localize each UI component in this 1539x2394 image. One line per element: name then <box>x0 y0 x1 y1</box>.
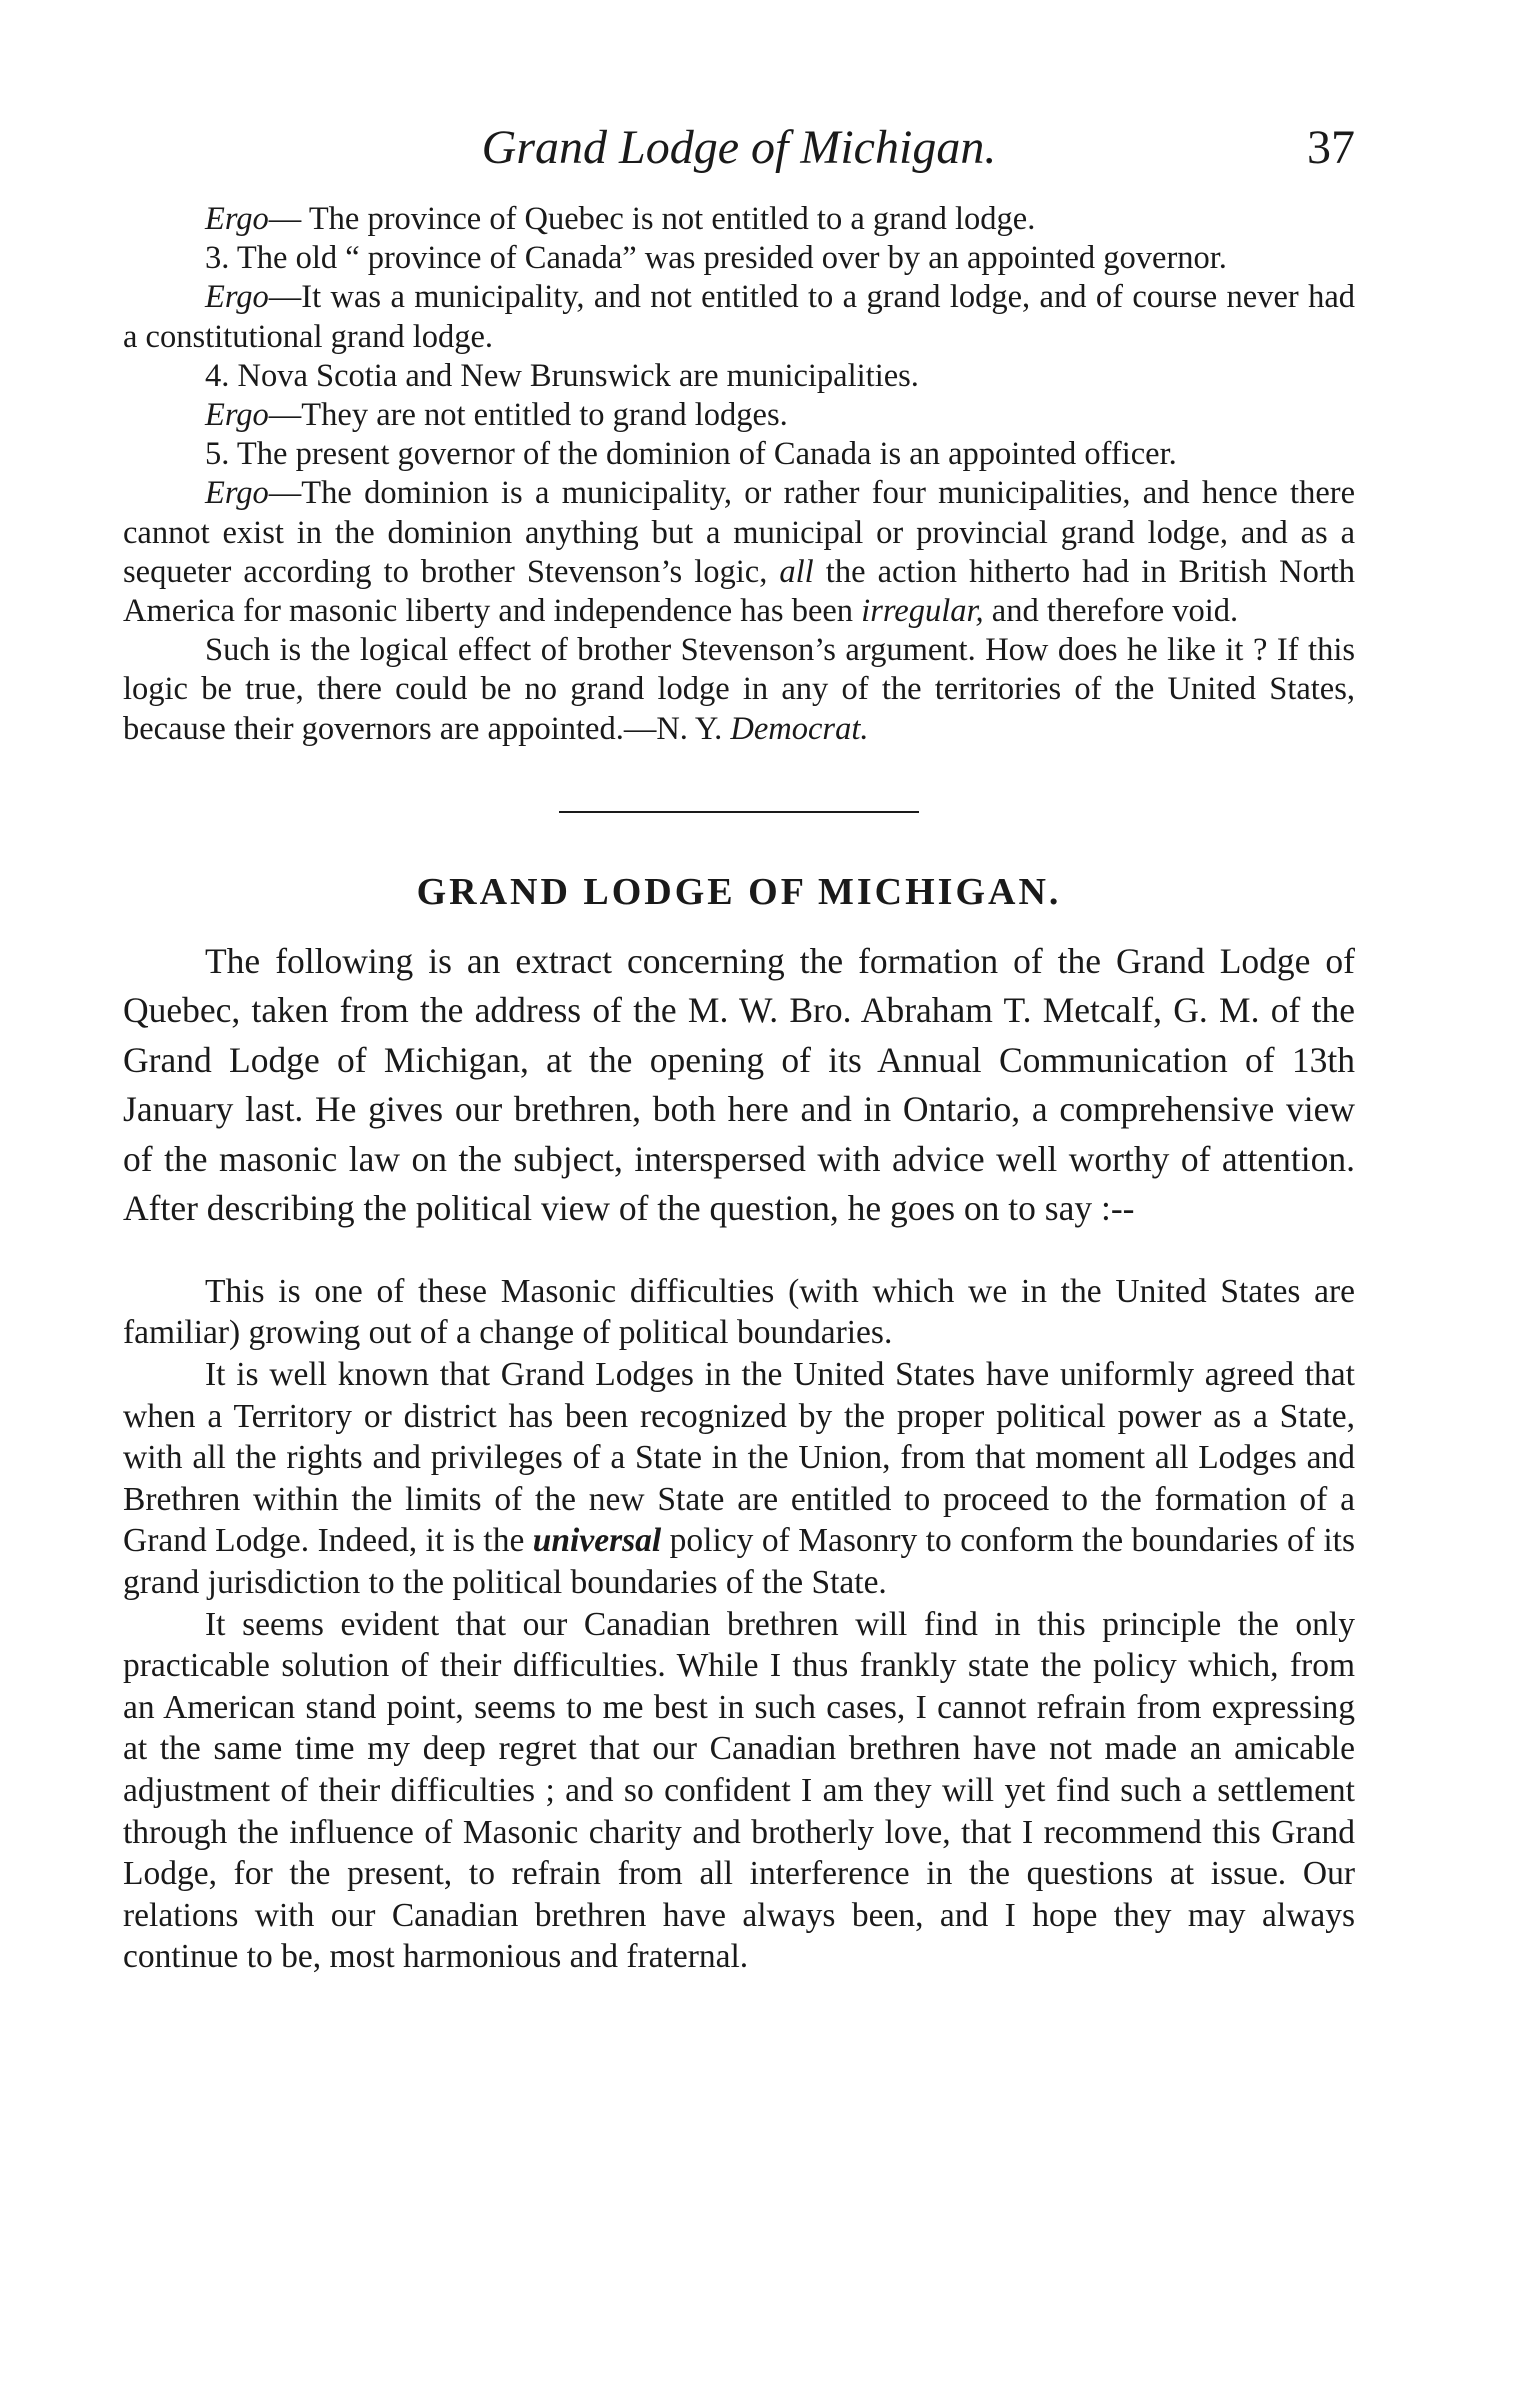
paragraph <box>123 200 1355 239</box>
paragraph-text: — The province of Quebec is not entitled to a grand lodge. <box>268 201 1036 237</box>
article-intro: The following is an extract concerning the formation of the Grand Lodge of Quebec, taken from the address of the M. W. Bro. Abraham T. Metcalf, G. M. of the Grand Lodge of Michigan, at the opening of its Annual Communication of 13th January last. He gives our brethren, both here and in Ontario, a comprehensive view of the masonic law on the subject, interspersed with advice well worthy of attention. After describing the political view of the question, he goes on to say :-- <box>123 940 1355 1229</box>
paragraph <box>123 357 1355 396</box>
paragraph <box>123 396 1355 435</box>
paragraph: It seems evident that our Canadian brethren will find in this principle the only practicable solution of their difficulties. While I thus frankly state the policy which, from an American stand point, seems to me best in such cases, I cannot refrain from expressing at the same time my deep regret that our Canadian brethren have not made an amicable adjustment of their difficulties ; and so confident I am they will yet find such a settlement through the influence of Masonic charity and brotherly love, that I recommend this Grand Lodge, for the present, to refrain from all interference in the questions at issue. Our relations with our Canadian brethren have always been, and I hope they may always continue to be, most harmonious and fraternal. <box>123 1605 1355 1976</box>
paragraph-text: It is well known that Grand Lodges in the United States have uniformly agreed that when a Territory or district has been recognized by the proper political power as a State, with all the rights and privileges of a State in the Union, from that moment all Lodges and Brethren within the limits of the new State are entitled to proceed to the formation of a Grand Lodge. Indeed, it is the <box>123 1356 1355 1560</box>
previous-article-continuation <box>123 200 1355 749</box>
ergo-label: Ergo <box>205 201 269 237</box>
paragraph-text: —It was a municipality, and not entitled to a grand lodge, and of course never had a constitutional grand lodge. <box>123 279 1355 355</box>
paragraph-text: and therefore void. <box>983 593 1239 630</box>
source-citation: Democrat. <box>730 710 869 747</box>
page-number: 37 <box>1307 121 1355 174</box>
paragraph <box>123 278 1355 356</box>
emphasis: all <box>779 553 814 590</box>
quoted-extract <box>123 1271 1355 1978</box>
ergo-label: Ergo <box>205 397 269 434</box>
paragraph <box>123 631 1355 749</box>
paragraph-text: 5. The present governor of the dominion of Canada is an appointed officer. <box>205 436 1177 473</box>
paragraph <box>123 435 1355 474</box>
paragraph <box>123 239 1355 278</box>
emphasis: universal <box>532 1522 662 1560</box>
article-title: GRAND LODGE OF MICHIGAN. <box>416 870 1062 913</box>
paragraph-text: —They are not entitled to grand lodges. <box>268 397 788 434</box>
paragraph-text: —The dominion is a municipality, or rather four municipalities, and hence there cannot exist in the dominion anything but a municipal or provincial grand lodge, and as a sequeter according to brother Stevenson’s logic, <box>123 475 1355 590</box>
book-page <box>123 120 1355 1978</box>
page-header <box>123 120 1355 200</box>
paragraph <box>123 1354 1355 1604</box>
paragraph-text: the action hitherto had in British North America for masonic liberty and independence has been <box>123 553 1355 630</box>
paragraph-text: 4. Nova Scotia and New Brunswick are municipalities. <box>205 357 919 394</box>
paragraph-text: policy of Masonry to conform the boundaries of its grand jurisdiction to the political boundaries of the State. <box>123 1522 1355 1601</box>
paragraph <box>123 474 1355 631</box>
section-divider <box>559 811 919 813</box>
paragraph: This is one of these Masonic difficulties (with which we in the United States are familiar) growing out of a change of political boundaries. <box>123 1272 1355 1352</box>
paragraph-text: 3. The old “ province of Canada” was presided over by an appointed governor. <box>205 240 1227 277</box>
ergo-label: Ergo <box>205 279 269 316</box>
running-title: Grand Lodge of Michigan. <box>481 121 997 174</box>
emphasis: irregular, <box>861 593 984 630</box>
ergo-label: Ergo <box>205 475 269 512</box>
paragraph-text: Such is the logical effect of brother Stevenson’s argument. How does he like it ? If this logic be true, there could be no grand lodge in any of the territories of the United States, because their governors are appointed.—N. Y. <box>123 632 1355 747</box>
